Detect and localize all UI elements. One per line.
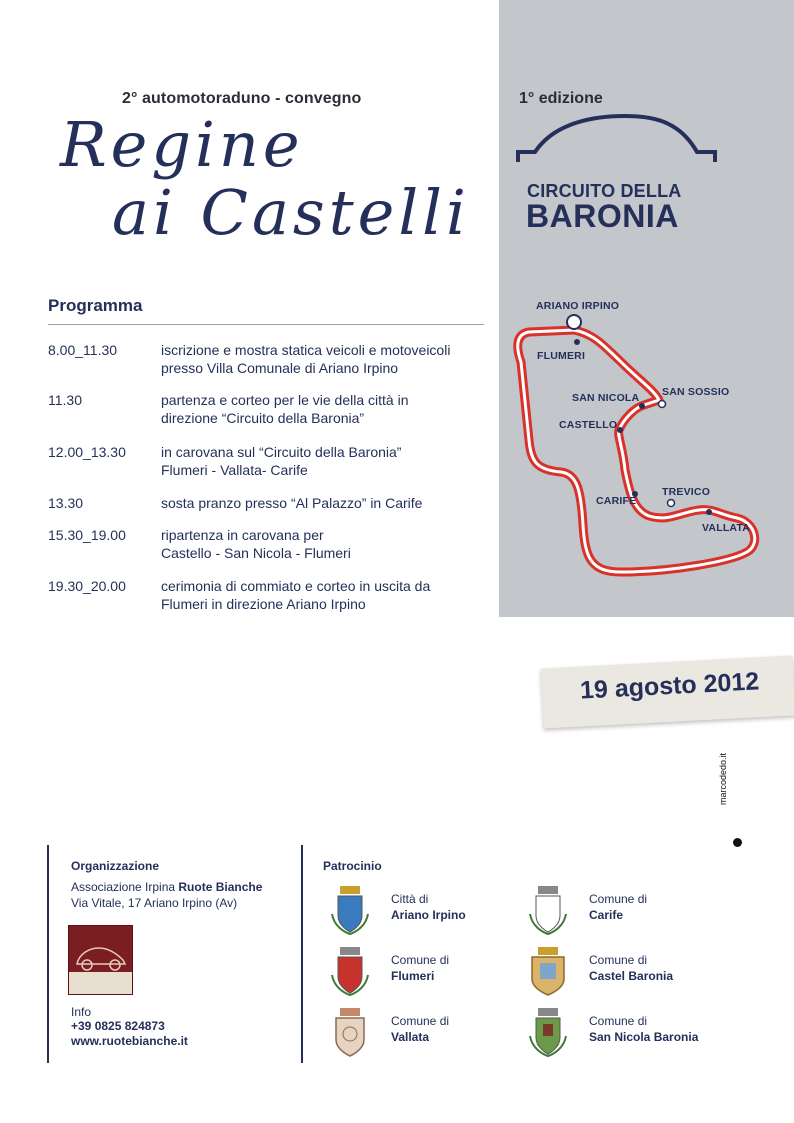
town-san-nicola: SAN NICOLA [572, 392, 640, 404]
town-ariano-irpino: ARIANO IRPINO [536, 300, 620, 312]
patron-name: Castel Baronia [589, 969, 674, 983]
town-carife: CARIFE [596, 495, 637, 507]
ruote-bianche-logo-icon [68, 925, 133, 995]
programma-desc [161, 577, 491, 613]
town-flumeri: FLUMERI [537, 350, 586, 362]
programma-time: 15.30_19.00 [48, 527, 126, 543]
patron-pre: Comune di [391, 953, 450, 967]
circuit-logo-arc-icon [515, 112, 720, 182]
programma-desc [161, 341, 491, 377]
credit-logo-icon [733, 838, 742, 847]
website-link[interactable]: www.ruotebianche.it [71, 1034, 188, 1048]
programma-desc-line: cerimonia di commiato e corteo in uscita da [161, 578, 431, 594]
logo-band [69, 972, 132, 994]
programma-desc [161, 443, 491, 479]
map-marker-san-nicola [639, 403, 645, 409]
organizzazione-title: Organizzazione [71, 859, 160, 873]
assoc-name: Ruote Bianche [178, 880, 263, 894]
crest-castel-baronia-icon [526, 945, 570, 997]
crest-flumeri-icon [328, 945, 372, 997]
town-vallata: VALLATA [702, 522, 751, 534]
programma-desc-line: presso Villa Comunale di Ariano Irpino [161, 360, 399, 376]
town-trevico: TREVICO [662, 486, 711, 498]
route-path-icon [518, 330, 755, 572]
event-date: 19 agosto 2012 [579, 667, 760, 705]
crest-san-nicola-icon [526, 1006, 570, 1058]
map-marker-san-sossio [659, 401, 666, 408]
programma-desc-line: partenza e corteo per le vie della città in [161, 392, 409, 408]
programma-time: 8.00_11.30 [48, 342, 118, 358]
patron-name: Ariano Irpino [391, 908, 466, 922]
programma-time: 12.00_13.30 [48, 444, 126, 460]
info-label: Info [71, 1005, 92, 1019]
patron-name: Flumeri [391, 969, 435, 983]
map-marker-trevico [668, 500, 675, 507]
patron-pre: Città di [391, 892, 429, 906]
event-title-line1: Regine [60, 108, 304, 181]
programma-desc-line: Castello - San Nicola - Flumeri [161, 545, 351, 561]
assoc-prefix: Associazione Irpina [71, 880, 179, 894]
programma-time: 13.30 [48, 495, 84, 511]
patron-pre: Comune di [391, 1014, 450, 1028]
programma-desc-line: direzione “Circuito della Baronia” [161, 410, 365, 426]
programma-desc-line: ripartenza in carovana per [161, 527, 324, 543]
circuit-logo-top: CIRCUITO DELLA [527, 181, 682, 201]
map-marker-castello [617, 427, 623, 433]
map-marker-vallata [706, 509, 712, 515]
programma-title: Programma [48, 296, 143, 315]
programma-time: 19.30_20.00 [48, 578, 126, 594]
phone-number: +39 0825 824873 [71, 1019, 165, 1033]
crest-ariano-icon [328, 884, 372, 936]
programma-desc-line: sosta pranzo presso “Al Palazzo” in Carife [161, 495, 423, 511]
patron-pre: Comune di [589, 1014, 648, 1028]
patron-pre: Comune di [589, 892, 648, 906]
edition-label: 1° edizione [519, 90, 603, 107]
event-subtitle: 2° automotoraduno - convegno [122, 90, 362, 107]
town-san-sossio: SAN SOSSIO [662, 386, 730, 398]
event-title-line2: ai Castelli [112, 176, 470, 249]
org-divider [47, 845, 49, 1063]
patron-name: Carife [589, 908, 624, 922]
crest-vallata-icon [328, 1006, 372, 1058]
organizzazione-assoc [71, 880, 262, 894]
designer-credit: marcodedo.it [718, 752, 728, 805]
vintage-car-icon [69, 926, 132, 974]
programma-desc [161, 526, 491, 562]
circuit-logo-bottom: BARONIA [526, 198, 679, 234]
patrocinio-title: Patrocinio [323, 859, 382, 873]
map-marker-ariano [567, 315, 581, 329]
circuit-map [499, 290, 794, 600]
town-castello: CASTELLO [559, 419, 618, 431]
patron-pre: Comune di [589, 953, 648, 967]
programma-time: 11.30 [48, 392, 82, 408]
programma-desc-line: Flumeri in direzione Ariano Irpino [161, 596, 366, 612]
patron-name: San Nicola Baronia [589, 1030, 699, 1044]
programma-desc-line: iscrizione e mostra statica veicoli e motoveicoli [161, 342, 451, 358]
programma-desc [161, 391, 491, 427]
pat-divider [301, 845, 303, 1063]
programma-desc-line: Flumeri - Vallata- Carife [161, 462, 308, 478]
programma-desc-line: in carovana sul “Circuito della Baronia” [161, 444, 402, 460]
crest-carife-icon [526, 884, 570, 936]
patron-name: Vallata [391, 1030, 430, 1044]
programma-divider [48, 324, 484, 325]
organizzazione-address: Via Vitale, 17 Ariano Irpino (Av) [71, 896, 238, 910]
programma-desc [161, 494, 491, 512]
map-marker-flumeri [574, 339, 580, 345]
